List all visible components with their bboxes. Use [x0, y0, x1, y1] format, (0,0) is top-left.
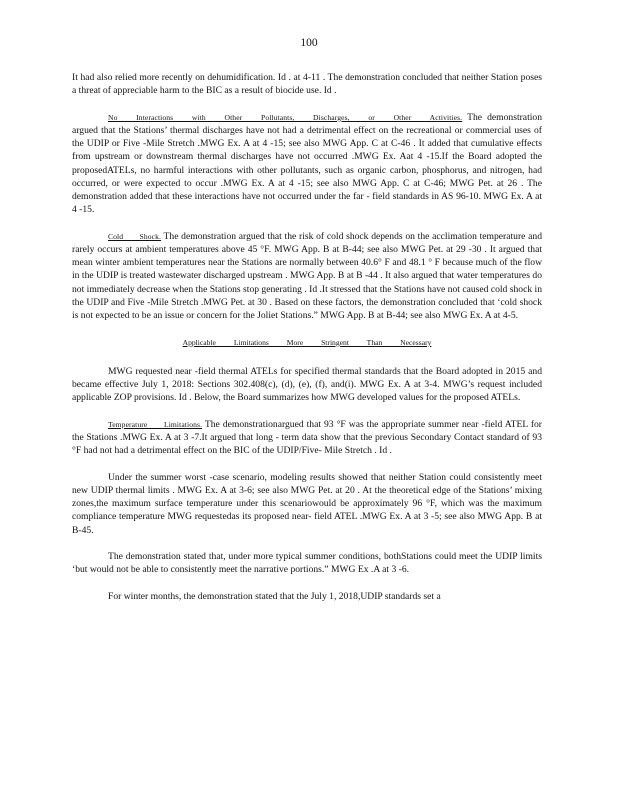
paragraph-cold-shock-text: The demonstration argued that the risk of cold shock depends on the acclimation temperature and rarely occurs at ambient temperatures above 45 °F. MWG App. B at B-44; see also MWG Pet. at 29 -30 . It argued that mean winter ambient temperatures near the Stations are normally between 40.6° F and 48.1 ° F because much of the flow in the UDIP is treated wastewater discharged upstream . MWG App. B at B -44 . It also argued that water temperatures do not immediately decrease when the Stations stop generating . Id .It stressed that the Stations have not caused cold shock in the UDIP and Five -Mile Stretch .MWG Pet. at 30 . Based on these factors, the demonstration concluded that ‘cold shock is not expected to be an issue or concern for the Joliet Stations.” MWG App. B at B-44; see also MWG Ex. A at 4-5.	[72, 230, 542, 322]
heading-no-interactions: No Interactions with Other Pollutants, Discharges, or Other Activities.	[108, 112, 463, 122]
paragraph-no-interactions	[72, 111, 542, 217]
paragraph-dehumidification: It had also relied more recently on dehumidification. Id . at 4-11 . The demonstration concluded that neither Station poses a threat of appreciable harm to the BIC as a result of biocide use. Id .	[72, 72, 542, 97]
paragraph-temperature-limitations	[72, 418, 542, 458]
paragraph-typical-summer: The demonstration stated that, under more typical summer conditions, bothStations could meet the UDIP limits ‘but would not be able to consistently meet the narrative portions.” MWG Ex .A at 3 -6.	[72, 551, 542, 576]
paragraph-temperature-limitations-text: The demonstrationargued that 93 °F was the appropriate summer near -field ATEL for the Stations .MWG Ex. A at 3 -7.It argued that long - term data show that the previous Secondary Contact standard of 93 °F had not had a detrimental effect on the BIC of the UDIP/Five- Mile Stretch . Id .	[72, 418, 543, 457]
paragraph-winter-months: For winter months, the demonstration stated that the July 1, 2018,UDIP standards set a	[108, 591, 441, 603]
section-heading-applicable-limitations: Applicable Limitations More Stringent Than Necessary	[182, 337, 432, 347]
paragraph-cold-shock	[72, 230, 542, 322]
paragraph-near-field-request: MWG requested near -field thermal ATELs for specified thermal standards that the Board adopted in 2015 and became effective July 1, 2018: Sections 302.408(c), (d), (e), (f), and(i). MWG Ex. A at 3-4. MWG’s request included applicable ZOP provisions. Id . Below, the Board summarizes how MWG developed values for the proposed ATELs.	[72, 365, 542, 404]
document-body	[72, 71, 542, 617]
paragraph-no-interactions-text: The demonstration argued that the Stations’ thermal discharges have not had a detrimental effect on the recreational or commercial uses of the UDIP or Five -Mile Stretch .MWG Ex. A at 4 -15; see also MWG App. C at C-46 . It added that cumulative effects from upstream or downstream thermal discharges have not occurred .MWG Ex. Aat 4 -15.If the Board adopted the proposedATELs, no harmful interactions with other pollutants, such as organic carbon, phosphorus, and nitrogen, had occurred, or were expected to occur .MWG Ex. A at 4 -15; see also MWG App. C at C-46; MWG Pet. at 26 . The demonstration added that these interactions have not occurred under the far - field standards in AS 96-10. MWG Ex. A at 4 -15.	[72, 111, 542, 216]
heading-cold-shock: Cold Shock.	[108, 231, 161, 241]
page-number: 100	[300, 37, 318, 49]
paragraph-summer-worst-case: Under the summer worst -case scenario, modeling results showed that neither Station could consistently meet new UDIP thermal limits . MWG Ex. A at 3-6; see also MWG Pet. at 20 . At the theoretical edge of the Stations’ mixing zones,the maximum surface temperature under this scenariowould be approximately 96 °F, which was the maximum compliance temperature MWG requestedas its proposed near- field ATEL .MWG Ex. A at 3 -5; see also MWG App. B at B-45.	[72, 471, 542, 536]
heading-temperature-limitations: Temperature Limitations.	[108, 419, 203, 429]
